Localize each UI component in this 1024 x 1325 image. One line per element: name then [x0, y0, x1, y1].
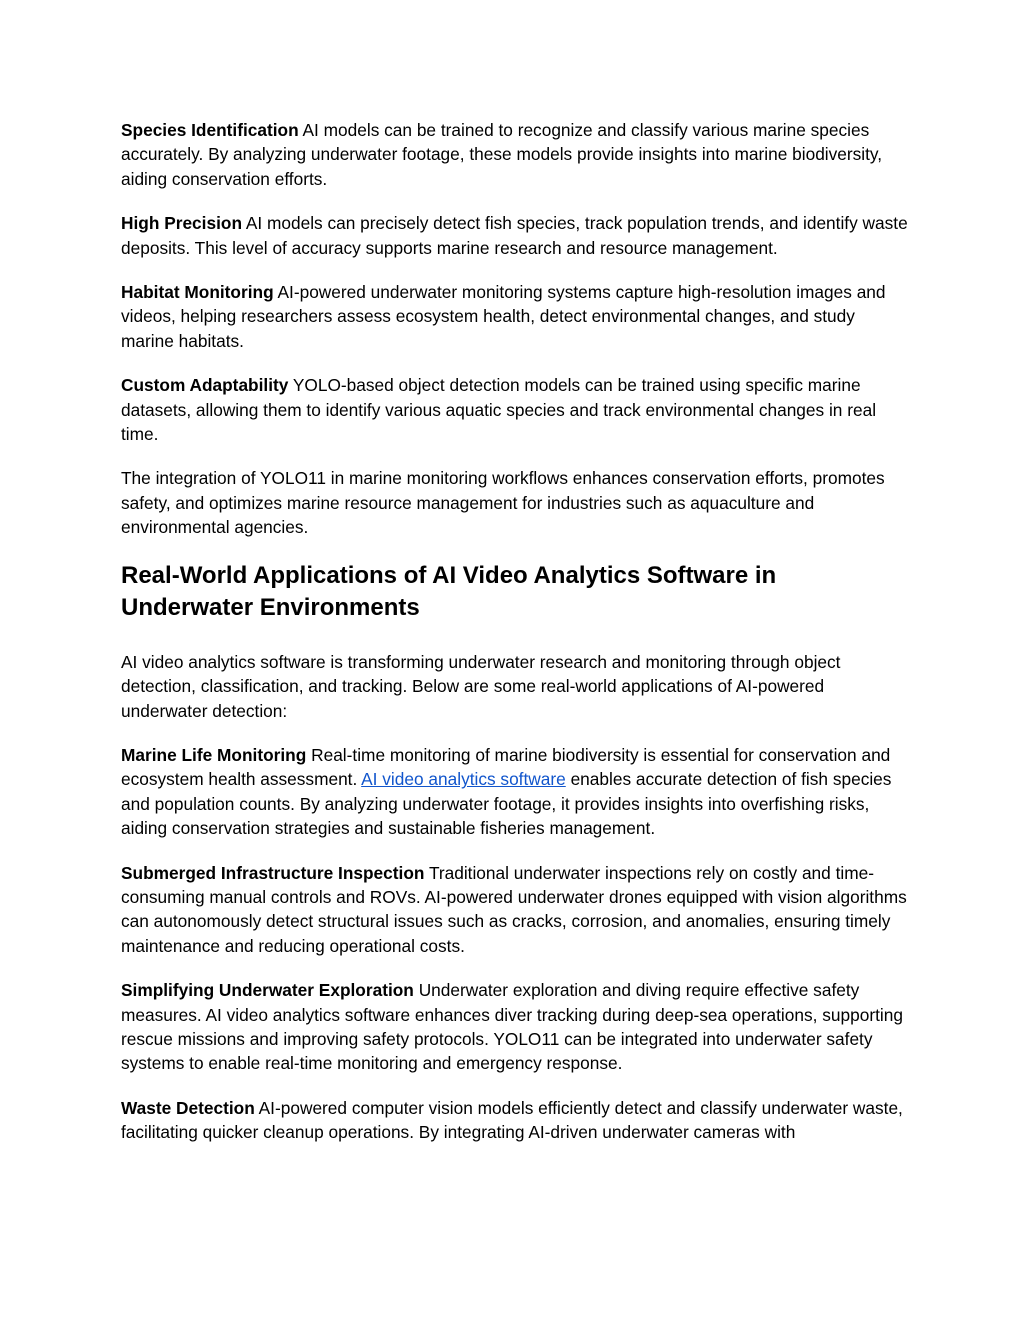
paragraph-underwater-exploration — [121, 978, 911, 1076]
section-heading: Real-World Applications of AI Video Analytics Software in Underwater Environments — [121, 561, 777, 621]
paragraph-intro: AI video analytics software is transforming underwater research and monitoring through object detection, classification, and tracking. Below are some real-world applications of AI-powered underwater detection: — [121, 651, 841, 721]
term-underwater-exploration: Simplifying Underwater Exploration — [121, 980, 414, 1001]
term-high-precision: High Precision — [121, 213, 242, 234]
term-submerged-infrastructure: Submerged Infrastructure Inspection — [121, 862, 425, 883]
paragraph-body: YOLO-based object detection models can be trained using specific marine datasets, allowing them to identify various aquatic species and track environmental changes in real time. — [121, 375, 877, 445]
paragraph-habitat-monitoring — [121, 280, 911, 353]
paragraph-body: Underwater exploration and diving require effective safety measures. AI video analytics software enhances diver tracking during deep-sea operations, supporting rescue missions and improving safety protocols. YOLO11 can be integrated into underwater safety systems to enable real-time monitoring and emergency response. — [121, 980, 903, 1074]
ai-video-analytics-link[interactable]: AI video analytics software — [361, 769, 566, 790]
paragraph-body: AI-powered computer vision models efficiently detect and classify underwater waste, facilitating quicker cleanup operations. By integrating AI-driven underwater cameras with — [121, 1097, 903, 1143]
paragraph-submerged-infrastructure — [121, 861, 911, 959]
paragraph-body: AI-powered underwater monitoring systems capture high-resolution images and videos, helping researchers assess ecosystem health, detect environmental changes, and study marine habitats. — [121, 282, 886, 351]
paragraph-body: AI models can be trained to recognize and classify various marine species accurately. By analyzing underwater footage, these models provide insights into marine biodiversity, aiding conservation efforts. — [121, 120, 883, 189]
term-marine-life-monitoring: Marine Life Monitoring — [121, 744, 307, 765]
paragraph-body-before-link: Real-time monitoring of marine biodiversity is essential for conservation and ecosystem health assessment. — [121, 744, 891, 790]
document-page — [121, 118, 911, 1165]
term-waste-detection: Waste Detection — [121, 1097, 255, 1118]
paragraph-species-identification — [121, 118, 911, 191]
paragraph-body: AI models can precisely detect fish species, track population trends, and identify waste deposits. This level of accuracy supports marine research and resource management. — [121, 213, 908, 258]
paragraph-body: Traditional underwater inspections rely on costly and time-consuming manual controls and ROVs. AI-powered underwater drones equipped with vision algorithms can autonomously detect structural issues such as cracks, corrosion, and anomalies, ensuring timely maintenance and reducing operational costs. — [121, 862, 907, 956]
paragraph-high-precision — [121, 211, 911, 260]
term-species-identification: Species Identification — [121, 120, 299, 140]
paragraph-custom-adaptability — [121, 373, 911, 446]
paragraph-waste-detection — [121, 1096, 911, 1145]
paragraph-integration-summary: The integration of YOLO11 in marine monitoring workflows enhances conservation efforts, promotes safety, and optimizes marine resource management for industries such as aquaculture and environmental agencies. — [121, 468, 885, 538]
paragraph-body-after-link: enables accurate detection of fish species and population counts. By analyzing underwater footage, it provides insights into overfishing risks, aiding conservation strategies and sustainable fisheries management. — [121, 769, 892, 839]
paragraph-marine-life-monitoring — [121, 743, 911, 841]
term-habitat-monitoring: Habitat Monitoring — [121, 282, 274, 303]
term-custom-adaptability: Custom Adaptability — [121, 375, 289, 396]
